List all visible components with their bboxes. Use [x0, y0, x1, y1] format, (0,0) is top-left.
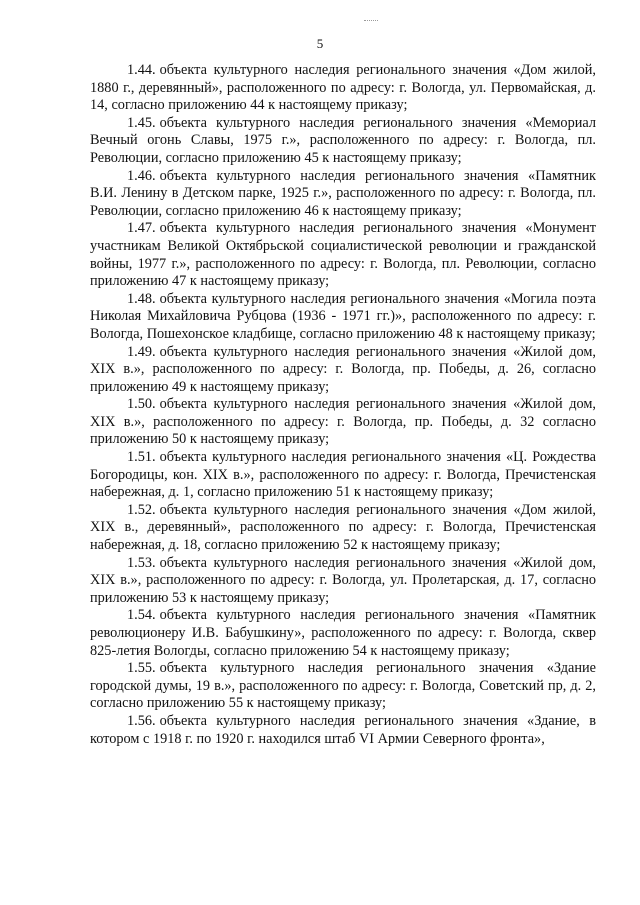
item-text: объекта культурного наследия регионального значения «Памятник революционеру И.В. Бабушкину», расположенного по адресу: г. Вологда, сквер 825-летия Вологды, согласно приложению 54 к настоящему приказу;: [90, 607, 596, 659]
item-number: 1.52.: [127, 501, 156, 518]
list-item: [90, 344, 596, 397]
item-text: объекта культурного наследия регионального значения «Дом жилой, XIX в., деревянный», расположенного по адресу: г. Вологда, Пречистенская набережная, д. 18, согласно приложению 52 к настоящему приказу;: [90, 501, 596, 554]
item-number: 1.54.: [127, 607, 156, 624]
item-text: объекта культурного наследия регионального значения «Ц. Рождества Богородицы, кон. XIX в.», расположенного по адресу: г. Вологда, Пречистенская набережная, д. 1, согласно приложению 51 к настоящему приказу;: [90, 449, 596, 501]
list-item: [90, 291, 596, 344]
item-text: объекта культурного наследия регионального значения «Дом жилой, 1880 г., деревянный», расположенного по адресу: г. Вологда, ул. Первомайская, д. 14, согласно приложению 44 к настоящему приказу;: [90, 62, 596, 114]
item-text: объекта культурного наследия регионального значения «Мемориал Вечный огонь Славы, 1975 г.», расположенного по адресу: г. Вологда, пл. Революции, согласно приложению 45 к настоящему приказу;: [90, 114, 596, 166]
item-number: 1.50.: [127, 396, 156, 413]
item-number: 1.49.: [127, 343, 156, 360]
list-item: [90, 502, 596, 555]
item-text: объекта культурного наследия регионального значения «Монумент участникам Великой Октябрьской социалистической революции и гражданской войны, 1977 г.», расположенного по адресу: г. Вологда, пл. Революции, согласно приложению 47 к настоящему приказу;: [90, 220, 596, 290]
document-body: [90, 62, 596, 748]
item-text: объекта культурного наследия регионального значения «Жилой дом, XIX в.», расположенного по адресу: г. Вологда, ул. Пролетарская, д. 17, согласно приложению 53 к настоящему приказу;: [90, 554, 596, 606]
page-number: 5: [316, 36, 324, 51]
list-item: [90, 62, 596, 115]
list-item: [90, 713, 596, 748]
item-text: объекта культурного наследия регионального значения «Здание, в котором с 1918 г. по 1920 г. находился штаб VI Армии Северного фронта»,: [90, 712, 596, 747]
item-text: объекта культурного наследия регионального значения «Жилой дом, XIX в.», расположенного по адресу: г. Вологда, пр. Победы, д. 26, согласно приложению 49 к настоящему приказу;: [90, 343, 596, 395]
item-number: 1.45.: [127, 114, 156, 131]
list-item: [90, 555, 596, 608]
scan-artifact: [364, 20, 378, 23]
item-text: объекта культурного наследия регионального значения «Жилой дом, XIX в.», расположенного по адресу: г. Вологда, пр. Победы, д. 32 согласно приложению 50 к настоящему приказу;: [90, 396, 596, 448]
item-number: 1.55.: [127, 660, 156, 677]
item-number: 1.51.: [127, 449, 156, 466]
list-item: [90, 115, 596, 168]
list-item: [90, 220, 596, 290]
item-number: 1.47.: [127, 220, 156, 237]
item-number: 1.56.: [127, 712, 156, 729]
list-item: [90, 660, 596, 713]
list-item: [90, 396, 596, 449]
item-number: 1.53.: [127, 554, 156, 571]
item-text: объекта культурного наследия регионального значения «Могила поэта Николая Михайловича Рубцова (1936 - 1971 гг.)», расположенного по адресу: г. Вологда, Пошехонское кладбище, согласно приложению 48 к настоящему приказу;: [90, 290, 596, 342]
item-text: объекта культурного наследия регионального значения «Памятник В.И. Ленину в Детском парке, 1925 г.», расположенного по адресу: г. Вологда, пл. Революции, согласно приложению 46 к настоящему приказу;: [90, 167, 596, 219]
list-item: [90, 168, 596, 221]
list-item: [90, 449, 596, 502]
item-number: 1.46.: [127, 167, 156, 184]
item-number: 1.48.: [127, 290, 156, 307]
item-text: объекта культурного наследия регионального значения «Здание городской думы, 19 в.», расположенного по адресу: г. Вологда, Советский пр, д. 2, согласно приложению 55 к настоящему приказу;: [90, 660, 596, 712]
item-number: 1.44.: [127, 62, 156, 78]
list-item: [90, 607, 596, 660]
